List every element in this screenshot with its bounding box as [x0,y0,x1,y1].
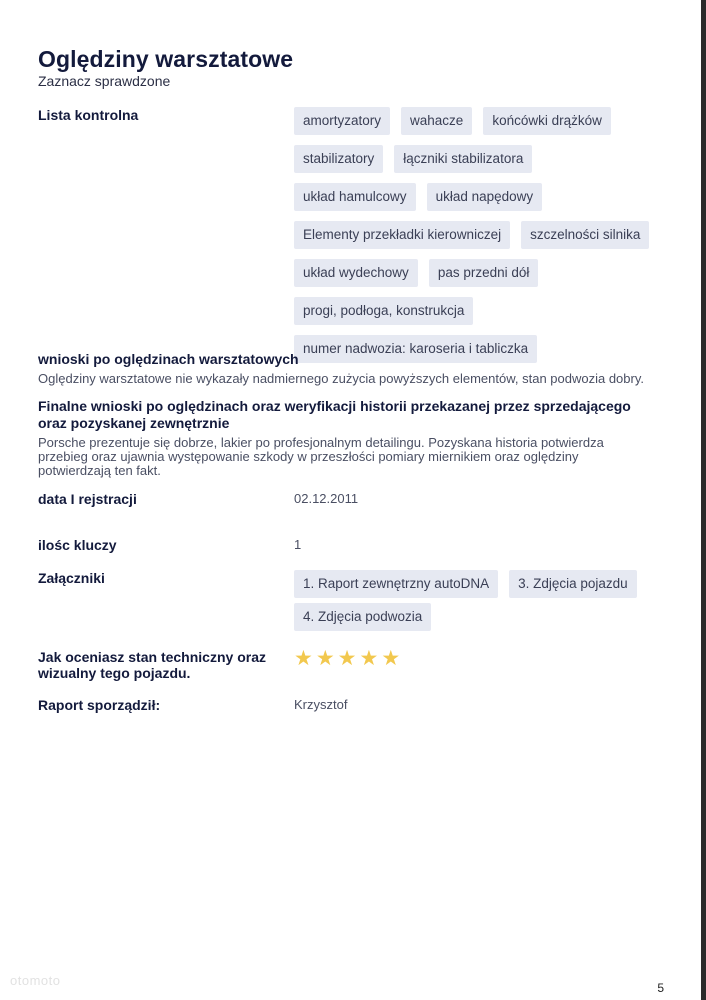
checklist-chip: szczelności silnika [521,221,649,249]
checklist-label: Lista kontrolna [38,107,139,123]
watermark-logo: otomoto [10,973,61,988]
rating-label: Jak oceniasz stan techniczny oraz wizualny tego pojazdu. [38,649,266,681]
final-title: Finalne wnioski po oględzinach oraz weryfikacji historii przekazanej przez sprzedającego oraz pozyskanej zewnętrznie [38,398,631,431]
star-icon: ★ [337,647,357,670]
attachments-label: Załączniki [38,570,105,586]
checklist-chips [294,107,658,363]
keys-label: ilośc kluczy [38,537,117,553]
star-icon: ★ [294,647,313,670]
registration-value: 02.12.2011 [294,491,359,506]
conclusions-text: Oględziny warsztatowe nie wykazały nadmiernego zużycia powyższych elementów, stan podwozia dobry. [38,371,644,386]
registration-label: data I rejstracji [38,491,137,507]
checklist-chip: Elementy przekładki kierowniczej [294,221,510,249]
rating-stars [294,649,658,669]
page-number: 5 [657,981,664,995]
page-subtitle: Zaznacz sprawdzone [38,73,171,89]
checklist-chip: stabilizatory [294,145,383,173]
author-value: Krzysztof [294,697,348,712]
star-icon: ★ [359,647,379,670]
attachment-chip[interactable]: 1. Raport zewnętrzny autoDNA [294,570,498,598]
checklist-chip: pas przedni dół [429,259,539,287]
checklist-chip: amortyzatory [294,107,390,135]
page-edge [701,0,706,1000]
star-icon: ★ [315,647,335,670]
checklist-chip: końcówki drążków [483,107,611,135]
final-text: Porsche prezentuje się dobrze, lakier po profesjonalnym detailingu. Pozyskana historia potwierdza przebieg oraz ujawnia występowanie szkody w przeszłości pomiary miernikiem oraz oględziny potwierdzają ten fakt. [38,435,604,478]
checklist-chip: układ napędowy [427,183,543,211]
attachment-chip[interactable]: 3. Zdjęcia pojazdu [509,570,637,598]
conclusions-title: wnioski po oględzinach warsztatowych [38,351,299,367]
checklist-chip: układ wydechowy [294,259,418,287]
attachment-chips [294,570,658,631]
checklist-chip: łączniki stabilizatora [394,145,532,173]
checklist-chip: wahacze [401,107,472,135]
keys-value: 1 [294,537,302,552]
star-icon: ★ [381,647,401,670]
checklist-chip: numer nadwozia: karoseria i tabliczka [294,335,537,363]
author-label: Raport sporządził: [38,697,161,713]
checklist-chip: progi, podłoga, konstrukcja [294,297,473,325]
page-title: Oględziny warsztatowe [38,46,294,72]
checklist-chip: układ hamulcowy [294,183,416,211]
attachment-chip[interactable]: 4. Zdjęcia podwozia [294,603,431,631]
